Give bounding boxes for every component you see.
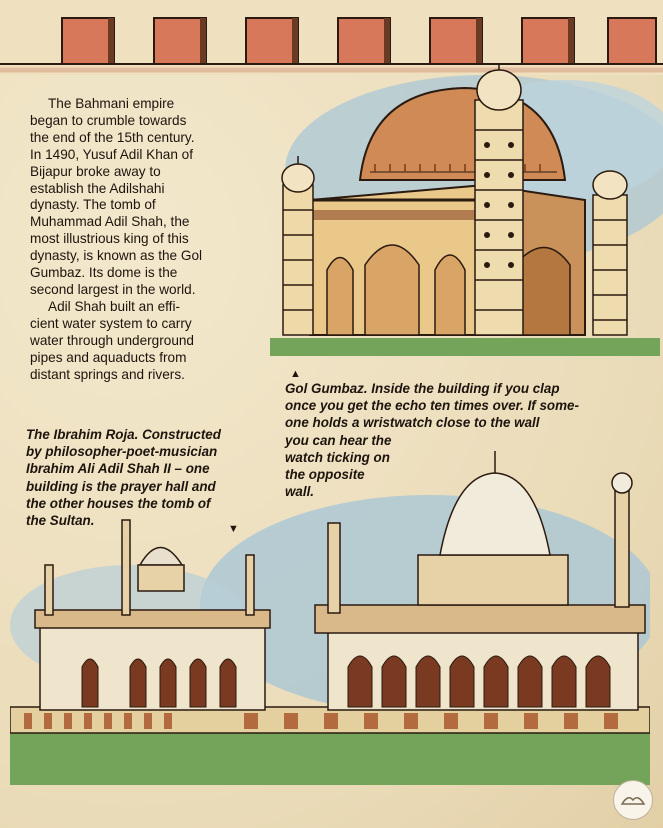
intro-line: The Bahmani empire xyxy=(48,96,175,111)
intro-line: Adil Shah built an effi- xyxy=(48,298,180,314)
caption-pointer-up: ▲ xyxy=(290,368,301,380)
intro-line: distant springs and rivers. xyxy=(30,366,185,382)
intro-line: the end of the 15th century. xyxy=(30,129,195,145)
intro-line: In 1490, Yusuf Adil Khan of xyxy=(30,146,194,162)
caption-line: wall. xyxy=(285,484,315,500)
caption-line: watch ticking on xyxy=(285,449,390,465)
ibrahim-roja-caption xyxy=(26,426,256,529)
caption-line: once you get the echo ten times over. If some- xyxy=(285,398,579,414)
caption-pointer-down: ▼ xyxy=(228,523,239,535)
caption-line: one holds a wristwatch close to the wall xyxy=(285,415,540,431)
gol-gumbaz-caption xyxy=(285,380,615,500)
intro-paragraph-2 xyxy=(30,299,258,384)
intro-paragraph-1 xyxy=(30,96,258,299)
intro-line: establish the Adilshahi xyxy=(30,180,165,196)
caption-line: by philosopher-poet-musician xyxy=(26,444,218,460)
intro-line: water through underground xyxy=(30,332,194,348)
intro-line: dynasty. The tomb of xyxy=(30,197,156,213)
intro-line: began to crumble towards xyxy=(30,112,187,128)
gol-gumbaz-illustration xyxy=(265,60,663,360)
publisher-logo-icon xyxy=(613,780,653,820)
caption-line: Ibrahim Ali Adil Shah II – one xyxy=(26,461,210,477)
intro-line: pipes and aquaducts from xyxy=(30,349,187,365)
intro-line: most illustrious king of this xyxy=(30,231,189,247)
caption-line: the Sultan. xyxy=(26,513,95,529)
intro-line: Bijapur broke away to xyxy=(30,163,161,179)
intro-line: Gumbaz. Its dome is the xyxy=(30,265,178,281)
intro-line: dynasty, is known as the Gol xyxy=(30,248,203,264)
caption-line: you can hear the xyxy=(285,432,392,448)
intro-line: Muhammad Adil Shah, the xyxy=(30,214,190,230)
caption-line: the opposite xyxy=(285,467,365,483)
intro-line: cient water system to carry xyxy=(30,315,192,331)
caption-line: The Ibrahim Roja. Constructed xyxy=(26,427,221,442)
caption-line: building is the prayer hall and xyxy=(26,478,216,494)
intro-line: second largest in the world. xyxy=(30,281,196,297)
caption-line: the other houses the tomb of xyxy=(26,495,211,511)
intro-text xyxy=(30,96,258,383)
caption-line: Gol Gumbaz. Inside the building if you clap xyxy=(285,381,560,396)
